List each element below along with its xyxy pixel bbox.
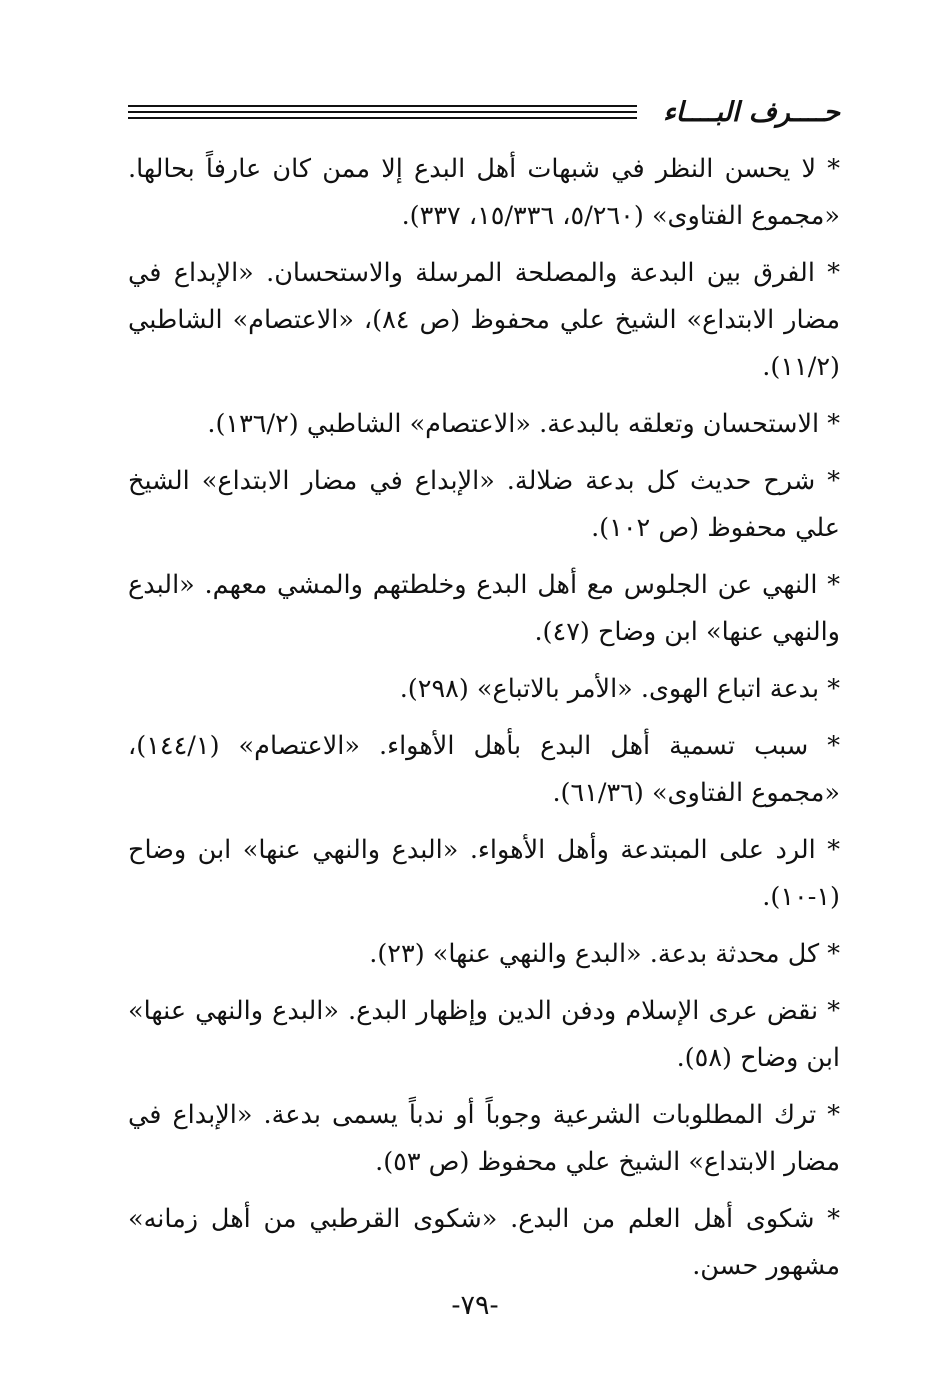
- list-item: * الاستحسان وتعلقه بالبدعة. «الاعتصام» الشاطبي (١٣٦/٢).: [207, 409, 840, 439]
- entries-list: [128, 146, 840, 1300]
- header-rule: [128, 105, 637, 119]
- chapter-title: حــــرف البــــاء: [662, 96, 840, 128]
- list-item: * سبب تسمية أهل البدع بأهل الأهواء. «الاعتصام» (١٤٤/١)، «مجموع الفتاوى» (٦١/٣٦).: [128, 731, 840, 808]
- list-item: * نقض عرى الإسلام ودفن الدين وإظهار البدع. «البدع والنهي عنها» ابن وضاح (٥٨).: [128, 996, 840, 1073]
- list-item: * لا يحسن النظر في شبهات أهل البدع إلا ممن كان عارفاً بحالها. «مجموع الفتاوى» (٥/٢٦٠، ١٥/٣٣٦، ٣٣٧).: [128, 154, 840, 231]
- page-number: -٧٩-: [451, 1290, 499, 1321]
- list-item: * كل محدثة بدعة. «البدع والنهي عنها» (٢٣).: [369, 939, 840, 969]
- list-item: * بدعة اتباع الهوى. «الأمر بالاتباع» (٢٩٨).: [399, 674, 840, 704]
- running-header: [128, 92, 840, 132]
- list-item: * الفرق بين البدعة والمصلحة المرسلة والاستحسان. «الإبداع في مضار الابتداع» الشيخ علي محفوظ (ص ٨٤)، «الاعتصام» الشاطبي (١١/٢).: [128, 258, 840, 382]
- list-item: * شكوى أهل العلم من البدع. «شكوى القرطبي من أهل زمانه» مشهور حسن.: [128, 1204, 840, 1281]
- list-item: * النهي عن الجلوس مع أهل البدع وخلطتهم والمشي معهم. «البدع والنهي عنها» ابن وضاح (٤٧).: [128, 570, 840, 647]
- list-item: * ترك المطلوبات الشرعية وجوباً أو ندباً يسمى بدعة. «الإبداع في مضار الابتداع» الشيخ علي محفوظ (ص ٥٣).: [128, 1100, 840, 1177]
- list-item: * شرح حديث كل بدعة ضلالة. «الإبداع في مضار الابتداع» الشيخ علي محفوظ (ص ١٠٢).: [128, 466, 840, 543]
- list-item: * الرد على المبتدعة وأهل الأهواء. «البدع والنهي عنها» ابن وضاح (١-١٠).: [128, 835, 840, 912]
